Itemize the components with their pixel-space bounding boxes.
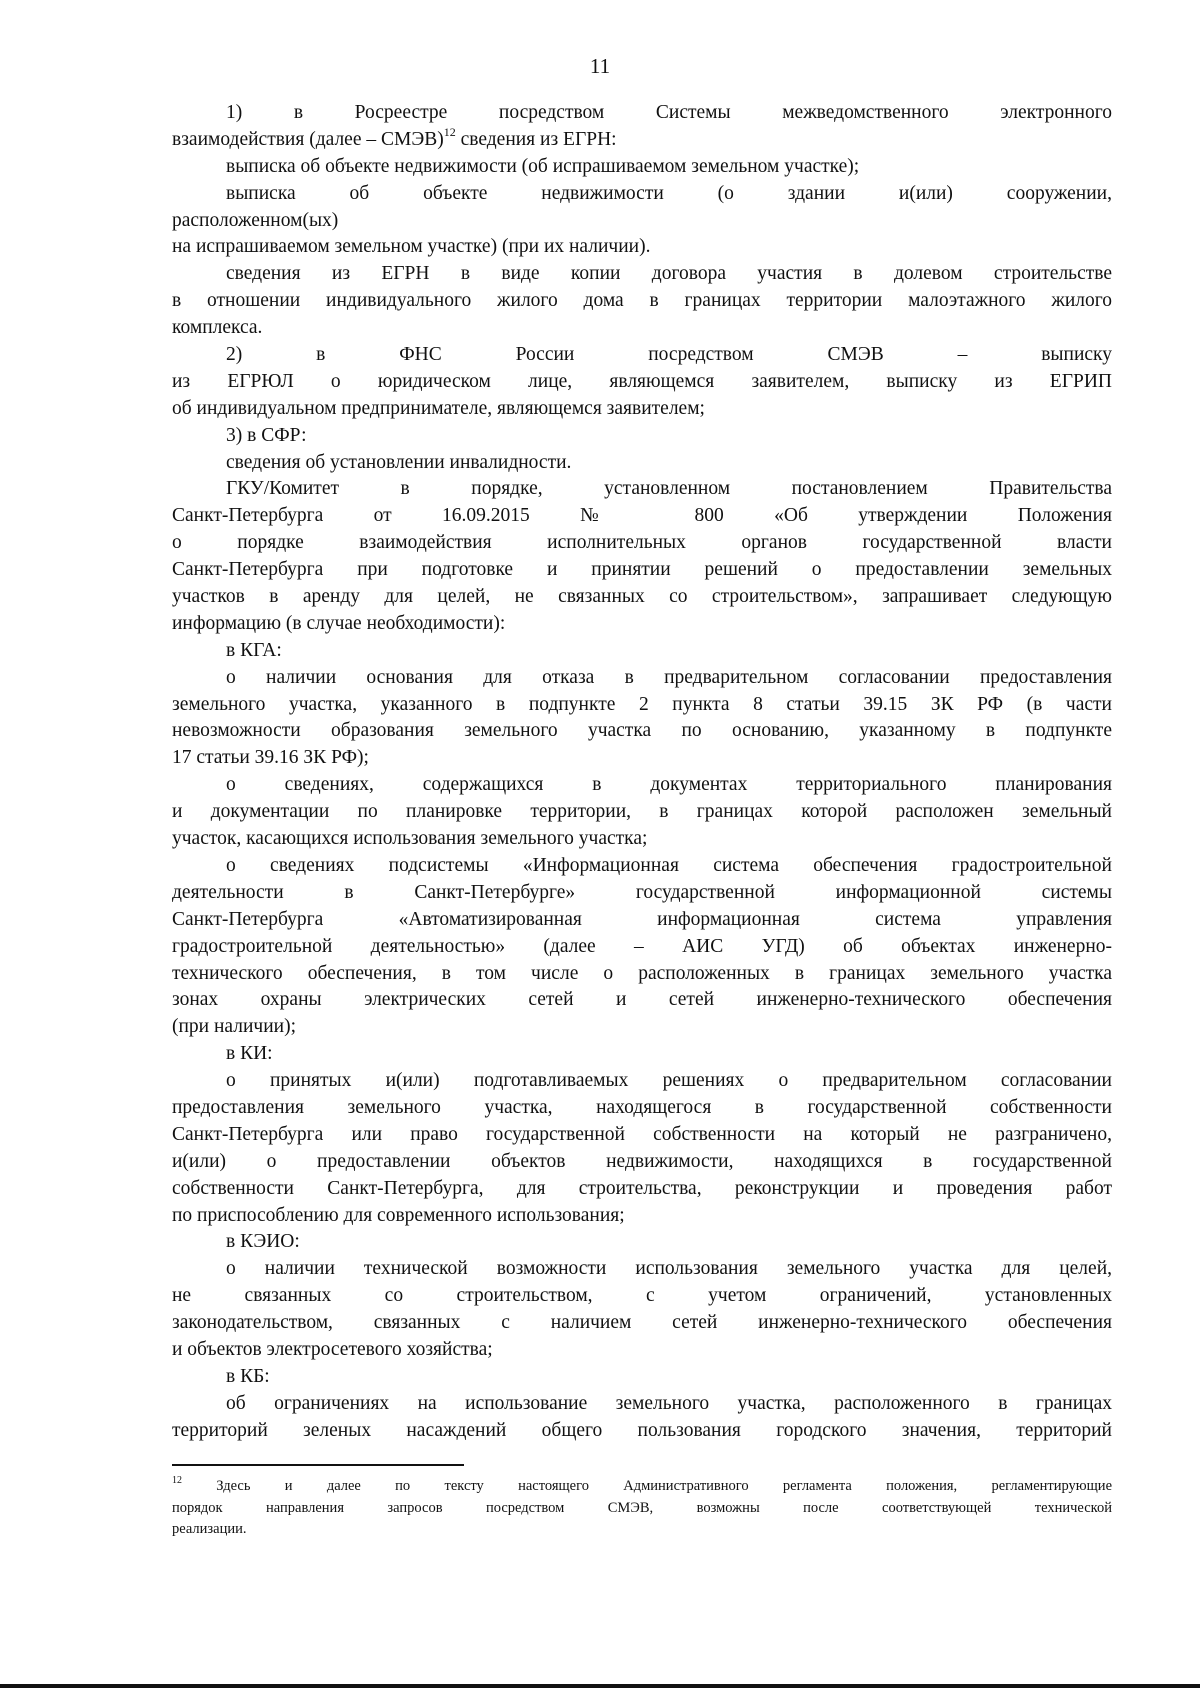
footnote-line [172, 1476, 1112, 1498]
text-line-content: предоставления земельного участка, находящегося в государственной собственности [172, 1096, 1112, 1118]
text-line-content: об ограничениях на использование земельного участка, расположенного в границах [226, 1392, 1112, 1414]
footnote-line-content: реализации. [172, 1521, 247, 1537]
text-line [172, 1256, 1112, 1283]
text-line [172, 611, 1112, 638]
text-line-content: о принятых и(или) подготавливаемых решениях о предварительном согласовании [226, 1070, 1112, 1092]
text-line [172, 396, 1112, 423]
text-line-content: 2) в ФНС России посредством СМЭВ – выписку [226, 344, 1112, 366]
text-line [172, 1014, 1112, 1041]
text-line [172, 987, 1112, 1014]
text-line-content: о порядке взаимодействия исполнительных органов государственной власти [172, 532, 1112, 554]
footnote-line-content: порядок направления запросов посредством СМЭВ, возможны после соответствующей технической [172, 1499, 1112, 1516]
text-line-content: собственности Санкт-Петербурга, для строительства, реконструкции и проведения работ [172, 1177, 1112, 1199]
text-line-content: 3) в СФР: [226, 424, 307, 446]
text-line-content: на испрашиваемом земельном участке) (при их наличии). [172, 236, 651, 258]
footnote [172, 1476, 1112, 1541]
text-line [172, 1122, 1112, 1149]
text-line-content: об индивидуальном предпринимателе, являющемся заявителем; [172, 397, 705, 419]
text-line [172, 1310, 1112, 1337]
text-line-content: участков в аренду для целей, не связанных со строительством», запрашивает следующую [172, 586, 1112, 608]
footnote-line-content: Здесь и далее по тексту настоящего Административного регламента положения, регламентирующие [182, 1478, 1112, 1494]
text-line-content: Санкт-Петербурга «Автоматизированная информационная система управления [172, 908, 1112, 930]
text-line-content: градостроительной деятельностью» (далее – АИС УГД) об объектах инженерно- [172, 935, 1112, 957]
text-line-content: в отношении индивидуального жилого дома в границах территории малоэтажного жилого [172, 290, 1112, 312]
text-line [172, 1095, 1112, 1122]
text-line-content: деятельности в Санкт-Петербурге» государственной информационной системы [172, 881, 1112, 903]
text-line [172, 181, 1112, 208]
text-line-content: в КГА: [226, 639, 282, 661]
text-line [172, 154, 1112, 181]
text-line-content: о наличии основания для отказа в предварительном согласовании предоставления [226, 666, 1112, 688]
text-line-content: Санкт-Петербурга от 16.09.2015 № 800 «Об утверждении Положения [172, 505, 1112, 527]
text-line [172, 853, 1112, 880]
text-line [172, 503, 1112, 530]
text-line [172, 907, 1112, 934]
text-line-content: о сведениях, содержащихся в документах территориального планирования [226, 774, 1112, 796]
text-line [172, 1391, 1112, 1418]
text-line [172, 718, 1112, 745]
text-line-content: в КЭИО: [226, 1231, 300, 1253]
text-line [172, 772, 1112, 799]
text-line-content: 17 статьи 39.16 ЗК РФ); [172, 747, 369, 769]
text-line [172, 1283, 1112, 1310]
text-line-content: выписка об объекте недвижимости (об испрашиваемом земельном участке); [226, 155, 860, 177]
text-line [172, 369, 1112, 396]
text-line [172, 1364, 1112, 1391]
text-line-content: зонах охраны электрических сетей и сетей инженерно-технического обеспечения [172, 989, 1112, 1011]
text-line-content: выписка об объекте недвижимости (о здании и(или) сооружении, [226, 182, 1112, 204]
text-line [172, 423, 1112, 450]
text-line-content: о наличии технической возможности использования земельного участка для целей, [226, 1258, 1112, 1280]
text-line-content: комплекса. [172, 317, 263, 339]
text-line [172, 745, 1112, 772]
text-line-content: невозможности образования земельного участка по основанию, указанному в подпункте [172, 720, 1112, 742]
text-line-content: территорий зеленых насаждений общего пользования городского значения, территорий [172, 1419, 1112, 1441]
text-line [172, 530, 1112, 557]
page-bottom-edge [0, 1684, 1200, 1688]
text-line [172, 934, 1112, 961]
text-line-content: (при наличии); [172, 1016, 297, 1038]
text-line-content: сведения об установлении инвалидности. [226, 451, 572, 473]
text-line [172, 1176, 1112, 1203]
footnote-mark: 12 [172, 1476, 182, 1487]
text-line [172, 1068, 1112, 1095]
text-line-content: сведения из ЕГРН в виде копии договора участия в долевом строительстве [226, 263, 1112, 285]
text-line-content: по приспособлению для современного использования; [172, 1204, 625, 1226]
text-line-content: Санкт-Петербурга или право государственной собственности на который не разграничено, [172, 1123, 1112, 1145]
text-line-content: и документации по планировке территории, в границах которой расположен земельный [172, 801, 1112, 823]
text-line-content: взаимодействия (далее – СМЭВ) [172, 128, 444, 150]
footnote-reference: 12 [443, 126, 456, 140]
text-line [172, 1041, 1112, 1068]
text-line [172, 1203, 1112, 1230]
text-line-content: ГКУ/Комитет в порядке, установленном постановлением Правительства [226, 478, 1112, 500]
text-line [172, 1149, 1112, 1176]
text-line [172, 1229, 1112, 1256]
text-line-content: из ЕГРЮЛ о юридическом лице, являющемся заявителем, выписку из ЕГРИП [172, 370, 1112, 392]
footnote-line [172, 1498, 1112, 1520]
text-line [172, 261, 1112, 288]
text-line [172, 450, 1112, 477]
text-line-content: участок, касающихся использования земельного участка; [172, 828, 648, 850]
text-line [172, 584, 1112, 611]
text-line [172, 557, 1112, 584]
text-line [172, 342, 1112, 369]
text-line-content: земельного участка, указанного в подпункте 2 пункта 8 статьи 39.15 ЗК РФ (в части [172, 693, 1112, 715]
text-line [172, 880, 1112, 907]
text-line [172, 234, 1112, 261]
text-line-content: в КИ: [226, 1043, 273, 1065]
text-line [172, 127, 1112, 154]
text-line-content: и(или) о предоставлении объектов недвижимости, находящихся в государственной [172, 1150, 1112, 1172]
text-line [172, 315, 1112, 342]
document-body [172, 100, 1112, 1445]
text-line [172, 826, 1112, 853]
text-line [172, 665, 1112, 692]
text-line [172, 208, 1112, 235]
page-number: 11 [589, 54, 611, 78]
text-line-content: расположенном(ых) [172, 209, 339, 231]
text-line-content: и объектов электросетевого хозяйства; [172, 1338, 493, 1360]
text-line [172, 692, 1112, 719]
text-line-content: 1) в Росреестре посредством Системы межведомственного электронного [226, 102, 1112, 123]
text-line [172, 799, 1112, 826]
text-line-content: не связанных со строительством, с учетом ограничений, установленных [172, 1285, 1112, 1307]
text-line-content: о сведениях подсистемы «Информационная система обеспечения градостроительной [226, 854, 1112, 876]
text-line-content: технического обеспечения, в том числе о расположенных в границах земельного участка [172, 962, 1112, 984]
footnote-line [172, 1519, 1112, 1541]
text-line [172, 476, 1112, 503]
text-line [172, 1337, 1112, 1364]
text-line [172, 638, 1112, 665]
text-line-content: информацию (в случае необходимости): [172, 612, 506, 634]
text-line-content: в КБ: [226, 1365, 270, 1387]
text-line [172, 1418, 1112, 1445]
text-line-continuation: сведения из ЕГРН: [455, 128, 617, 150]
text-line [172, 961, 1112, 988]
text-line [172, 288, 1112, 315]
footnote-separator [172, 1464, 464, 1466]
text-line-content: Санкт-Петербурга при подготовке и принятии решений о предоставлении земельных [172, 559, 1112, 581]
text-line [172, 100, 1112, 127]
text-line-content: законодательством, связанных с наличием сетей инженерно-технического обеспечения [172, 1312, 1112, 1334]
